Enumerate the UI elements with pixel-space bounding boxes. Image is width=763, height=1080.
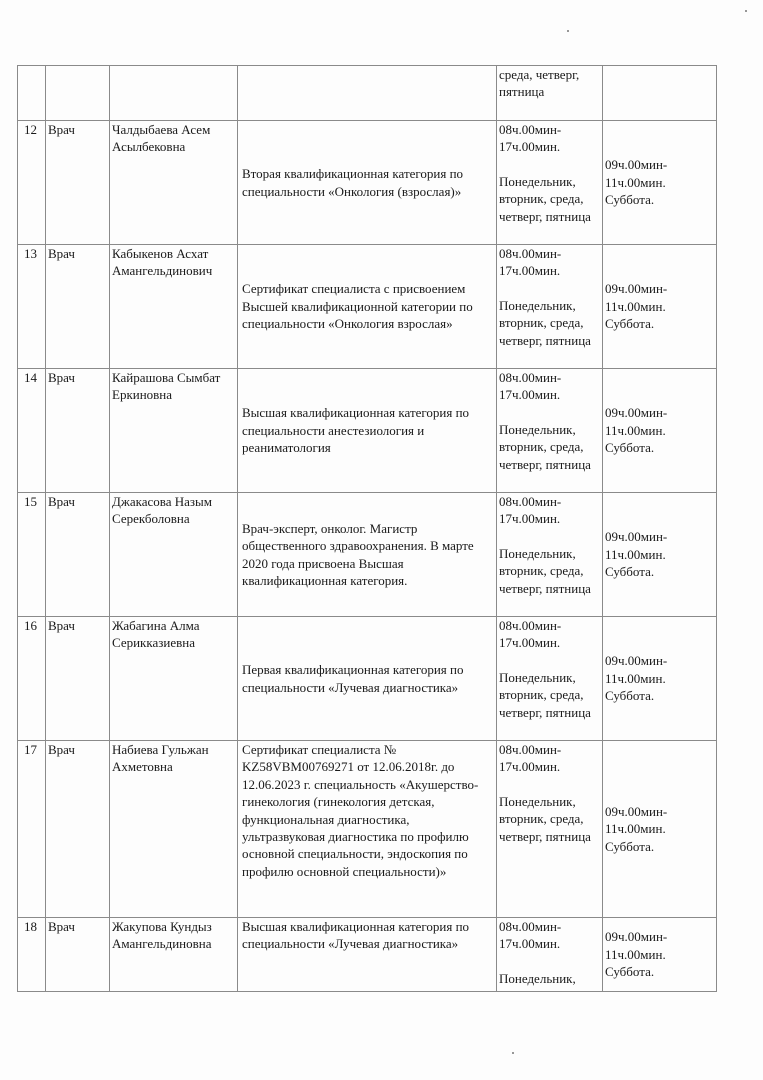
work-days: Понедельник, вторник, среда, четверг, пятница: [499, 297, 591, 348]
saturday-cell: 09ч.00мин- 11ч.00мин. Суббота.: [603, 369, 717, 493]
work-days: среда, четверг, пятница: [499, 67, 580, 100]
saturday-cell: 09ч.00мин- 11ч.00мин. Суббота.: [603, 741, 717, 918]
row-number: 12: [18, 121, 46, 245]
scan-speck: [512, 1052, 514, 1054]
qualification-cell: Вторая квалификационная категория по специальности «Онкология (взрослая)»: [238, 121, 497, 245]
work-days: Понедельник,: [499, 970, 576, 986]
table-row: [18, 245, 717, 369]
schedule-cell: [497, 121, 603, 245]
row-number: 16: [18, 617, 46, 741]
saturday-cell: 09ч.00мин- 11ч.00мин. Суббота.: [603, 918, 717, 992]
scan-speck: [567, 30, 569, 32]
qualification-cell: Сертификат специалиста с присвоением Высшей квалификационной категории по специальности «Онкология взрослая»: [238, 245, 497, 369]
saturday-cell: 09ч.00мин- 11ч.00мин. Суббота.: [603, 121, 717, 245]
schedule-cell: [497, 741, 603, 918]
schedule-cell: [497, 245, 603, 369]
position-cell: Врач: [46, 741, 110, 918]
qualification-cell: Высшая квалификационная категория по специальности анестезиология и реаниматология: [238, 369, 497, 493]
saturday-cell: 09ч.00мин- 11ч.00мин. Суббота.: [603, 245, 717, 369]
position-cell: Врач: [46, 617, 110, 741]
saturday-cell: 09ч.00мин- 11ч.00мин. Суббота.: [603, 617, 717, 741]
row-number: 17: [18, 741, 46, 918]
work-hours: 08ч.00мин- 17ч.00мин.: [499, 494, 562, 527]
row-number: 18: [18, 918, 46, 992]
row-number: 13: [18, 245, 46, 369]
name-cell: [110, 66, 238, 121]
table-row: [18, 918, 717, 992]
schedule-cell: [497, 493, 603, 617]
staff-table: [17, 65, 717, 992]
name-cell: Джакасова Назым Серекболовна: [110, 493, 238, 617]
position-cell: Врач: [46, 493, 110, 617]
work-hours: 08ч.00мин- 17ч.00мин.: [499, 618, 562, 651]
work-days: Понедельник, вторник, среда, четверг, пятница: [499, 421, 591, 472]
position-cell: Врач: [46, 918, 110, 992]
qualification-cell: Первая квалификационная категория по специальности «Лучевая диагностика»: [238, 617, 497, 741]
saturday-cell: [603, 66, 717, 121]
work-hours: 08ч.00мин- 17ч.00мин.: [499, 742, 562, 775]
saturday-cell: 09ч.00мин- 11ч.00мин. Суббота.: [603, 493, 717, 617]
work-days: Понедельник, вторник, среда, четверг, пятница: [499, 173, 591, 224]
position-cell: Врач: [46, 121, 110, 245]
qualification-cell: Врач-эксперт, онколог. Магистр общественного здравоохранения. В марте 2020 года присвоена Высшая квалификационная категория.: [238, 493, 497, 617]
scan-speck: [745, 10, 747, 12]
name-cell: Набиева Гульжан Ахметовна: [110, 741, 238, 918]
table-row: [18, 66, 717, 121]
work-days: Понедельник, вторник, среда, четверг, пятница: [499, 669, 591, 720]
name-cell: Чалдыбаева Асем Асылбековна: [110, 121, 238, 245]
position-cell: Врач: [46, 245, 110, 369]
work-days: Понедельник, вторник, среда, четверг, пятница: [499, 793, 591, 844]
position-cell: [46, 66, 110, 121]
row-number: [18, 66, 46, 121]
table-row: [18, 493, 717, 617]
work-days: Понедельник, вторник, среда, четверг, пятница: [499, 545, 591, 596]
qualification-cell: [238, 66, 497, 121]
name-cell: Жакупова Кундыз Амангельдиновна: [110, 918, 238, 992]
work-hours: 08ч.00мин- 17ч.00мин.: [499, 370, 562, 403]
position-cell: Врач: [46, 369, 110, 493]
schedule-cell: [497, 617, 603, 741]
qualification-cell: Сертификат специалиста № KZ58VBM00769271 от 12.06.2018г. до 12.06.2023 г. специальность «Акушерство-гинекология (гинекология детская, функциональная диагностика, ультразвуковая диагностика по профилю основной специальности, эндоскопия по профилю основной специальности)»: [238, 741, 497, 918]
work-hours: 08ч.00мин- 17ч.00мин.: [499, 122, 562, 155]
table-row: [18, 369, 717, 493]
table-row: [18, 617, 717, 741]
work-hours: 08ч.00мин- 17ч.00мин.: [499, 919, 562, 952]
work-hours: 08ч.00мин- 17ч.00мин.: [499, 246, 562, 279]
name-cell: Жабагина Алма Серикказиевна: [110, 617, 238, 741]
table-row: [18, 121, 717, 245]
name-cell: Кабыкенов Асхат Амангельдинович: [110, 245, 238, 369]
row-number: 15: [18, 493, 46, 617]
table-row: [18, 741, 717, 918]
name-cell: Кайрашова Сымбат Еркиновна: [110, 369, 238, 493]
qualification-cell: Высшая квалификационная категория по специальности «Лучевая диагностика»: [238, 918, 497, 992]
schedule-cell: [497, 369, 603, 493]
schedule-cell: [497, 66, 603, 121]
row-number: 14: [18, 369, 46, 493]
schedule-cell: [497, 918, 603, 992]
